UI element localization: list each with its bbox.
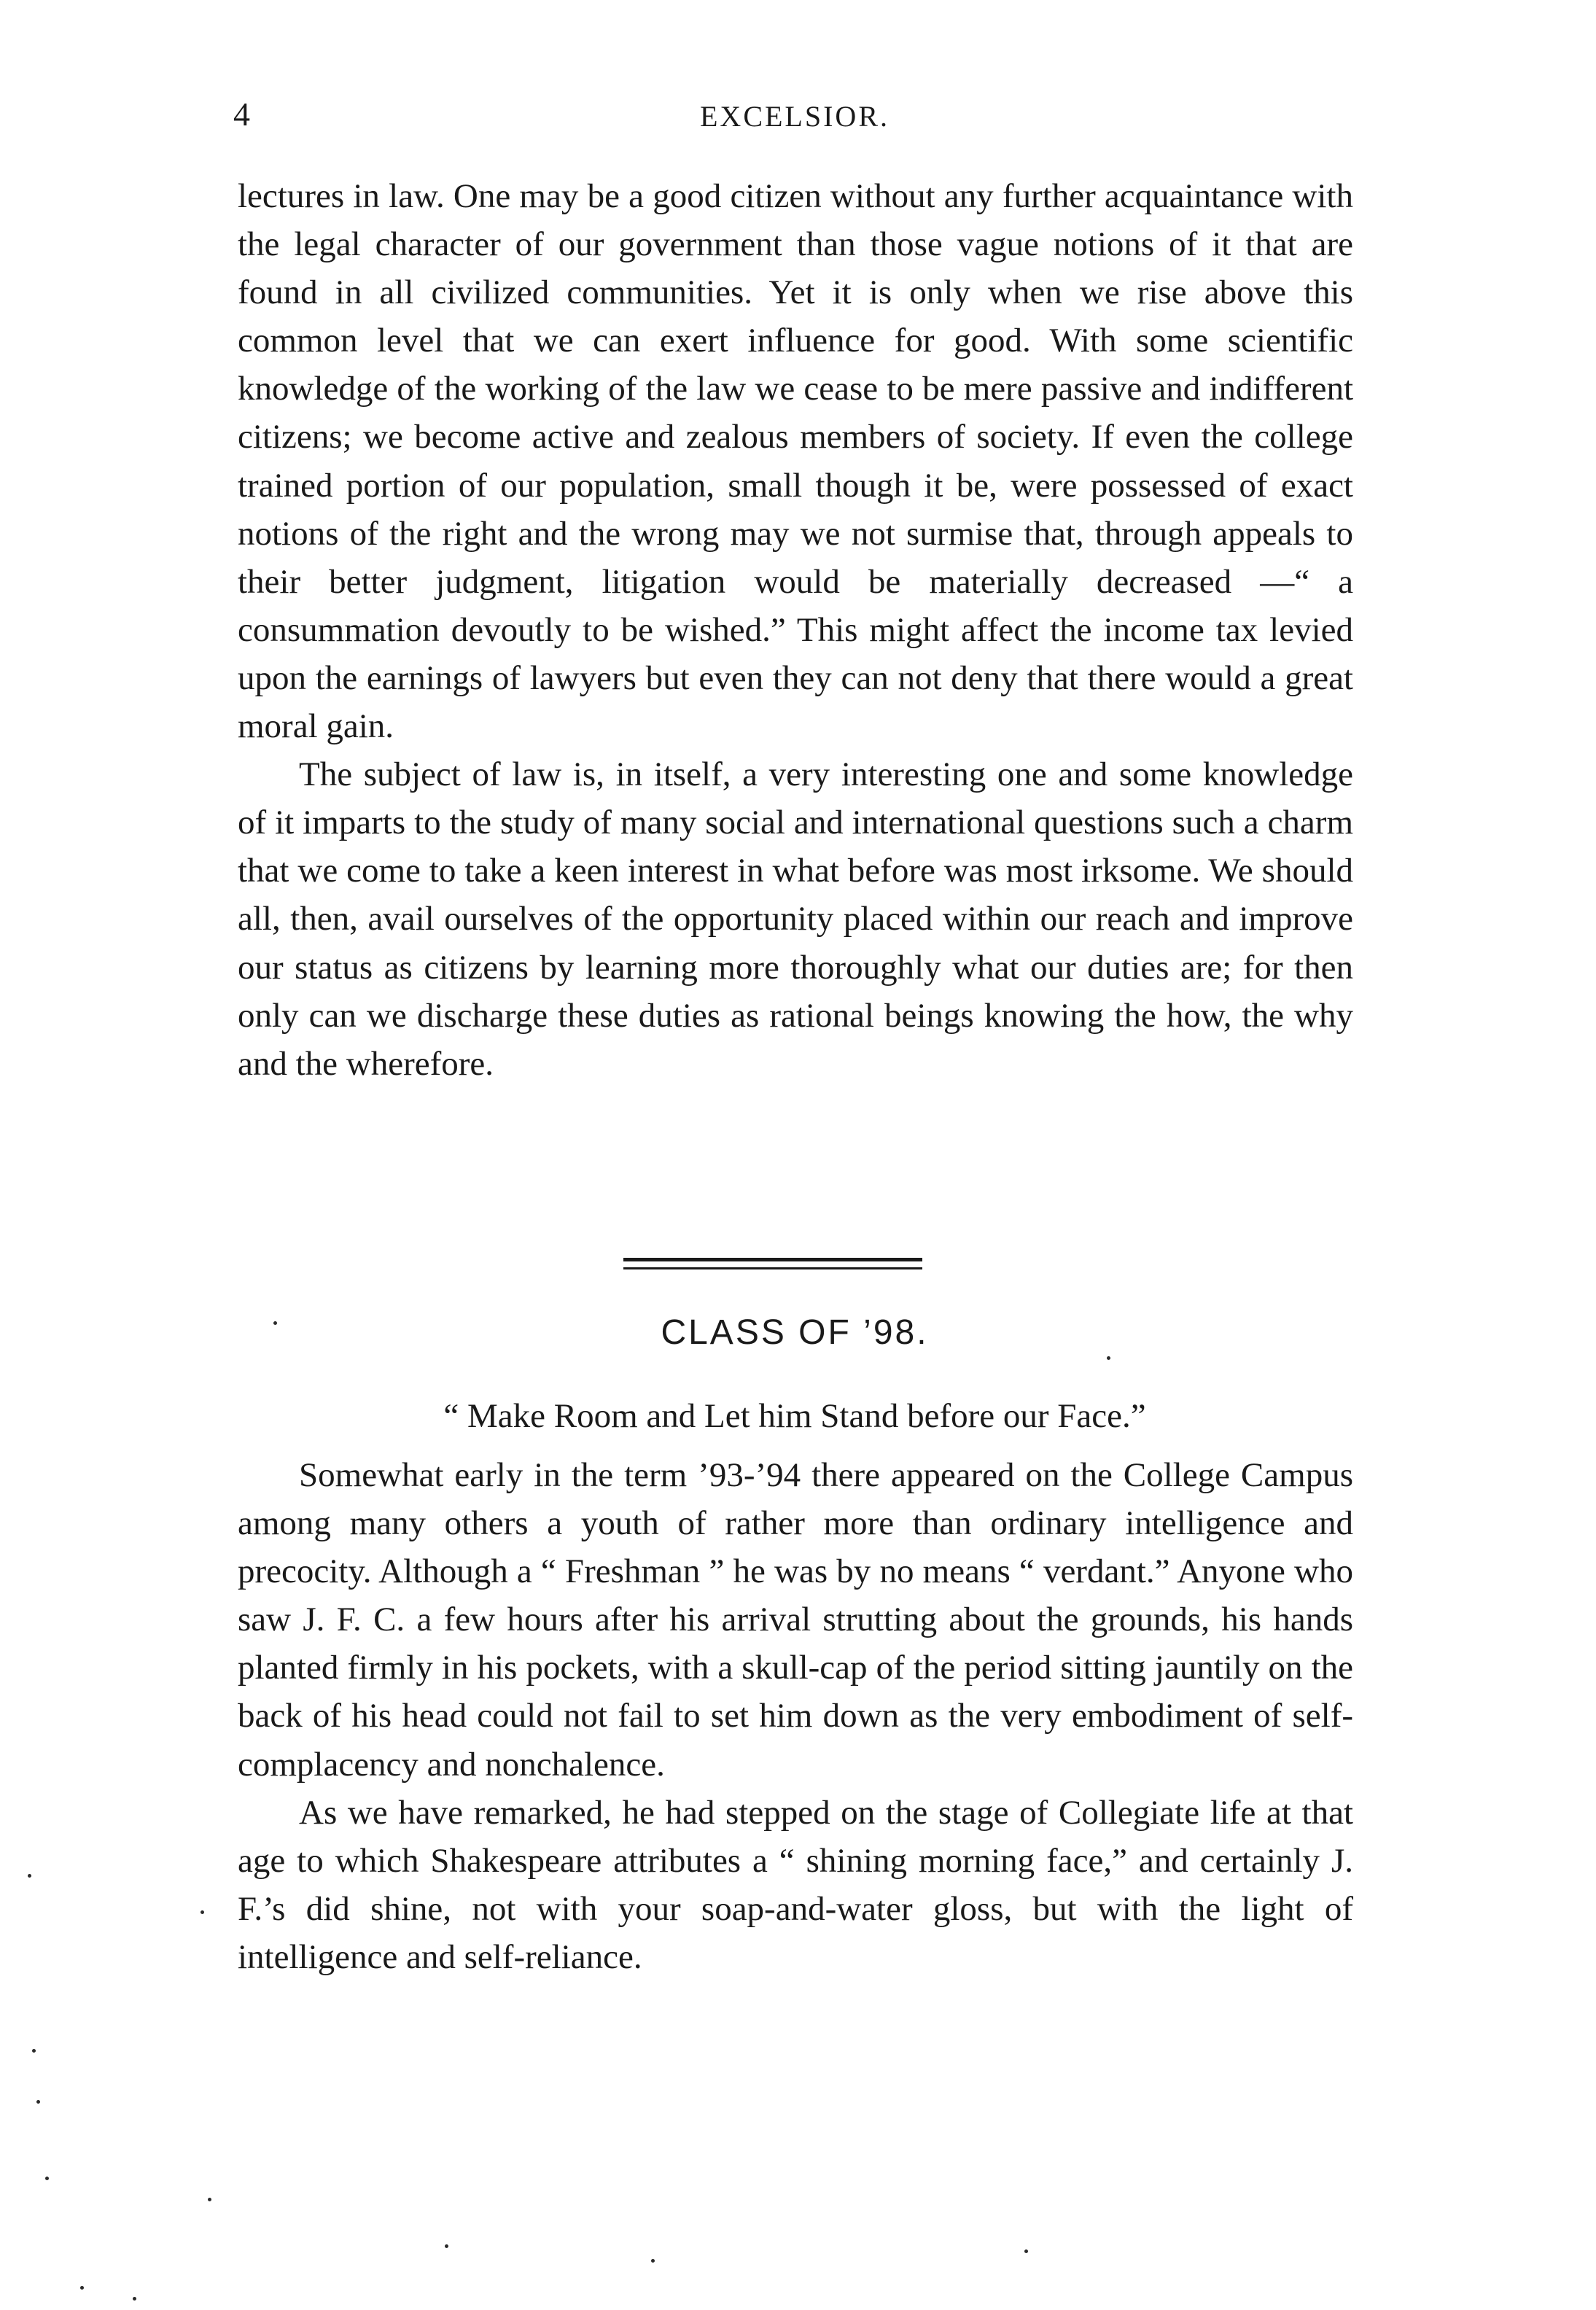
- running-head: [233, 95, 1356, 146]
- page-number: 4: [233, 96, 250, 133]
- scan-speck: [208, 2198, 211, 2201]
- paragraph: Somewhat early in the term ’93-’94 there appeared on the College Campus among many others a youth of rather more than ordinary intelligence and precocity. Although a “ Freshman ” he was by no means “ verdant.” Anyone who saw J. F. C. a few hours after his arrival strutting about the grounds, his hands planted firmly in his pockets, with a skull-cap of the period sitting jauntily on the back of his head could not fail to set him down as the very embodiment of self-complacency and nonchalence.: [238, 1456, 1353, 1784]
- scan-speck: [28, 1874, 31, 1878]
- journal-title: EXCELSIOR.: [700, 100, 890, 133]
- paragraph: lectures in law. One may be a good citizen without any further acquaintance with the legal character of our government than those vague notions of it that are found in all civilized communities. Yet it is only when we rise above this common level that we can exert influence for good. With some scientific knowledge of the working of the law we cease to be mere passive and indifferent citizens; we become active and zealous members of society. If even the college trained portion of our population, small though it be, were possessed of exact notions of the right and the wrong may we not surmise that, through appeals to their better judgment, litigation would be materially decreased —“ a consummation devoutly to be wished.” This might affect the income tax levied upon the earnings of lawyers but even they can not deny that there would a great moral gain.: [238, 177, 1353, 746]
- scan-speck: [36, 2100, 40, 2104]
- scan-speck: [80, 2286, 84, 2290]
- article-continued: [238, 172, 1353, 1088]
- scan-speck: [1107, 1356, 1110, 1360]
- paragraph: The subject of law is, in itself, a very interesting one and some knowledge of it imparts to the study of many social and international questions such a charm that we come to take a keen interest in what before was most irksome. We should all, then, avail ourselves of the opportunity placed within our reach and improve our status as citizens by learning more thoroughly what our duties are; for then only can we discharge these duties as rational beings knowing the how, the why and the wherefore.: [238, 755, 1353, 1083]
- scan-speck: [201, 1910, 204, 1914]
- epigraph: “ Make Room and Let him Stand before our Face.”: [443, 1397, 1146, 1435]
- divider-rule: [623, 1267, 922, 1269]
- scan-speck: [1024, 2249, 1028, 2253]
- section-heading: CLASS OF ’98.: [661, 1313, 929, 1352]
- scan-speck: [651, 2259, 655, 2263]
- scan-speck: [133, 2297, 136, 2301]
- scan-speck: [445, 2244, 448, 2248]
- section-divider: [623, 1258, 922, 1269]
- scan-speck: [32, 2049, 36, 2053]
- section-body: [238, 1451, 1353, 1981]
- paragraph: As we have remarked, he had stepped on the stage of Collegiate life at that age to which Shakespeare attributes a “ shining morning face,” and certainly J. F.’s did shine, not with your soap-and-water gloss, but with the light of intelligence and self-reliance.: [238, 1793, 1353, 1976]
- scan-speck: [45, 2177, 49, 2180]
- divider-rule: [623, 1258, 922, 1261]
- scan-speck: [273, 1321, 277, 1325]
